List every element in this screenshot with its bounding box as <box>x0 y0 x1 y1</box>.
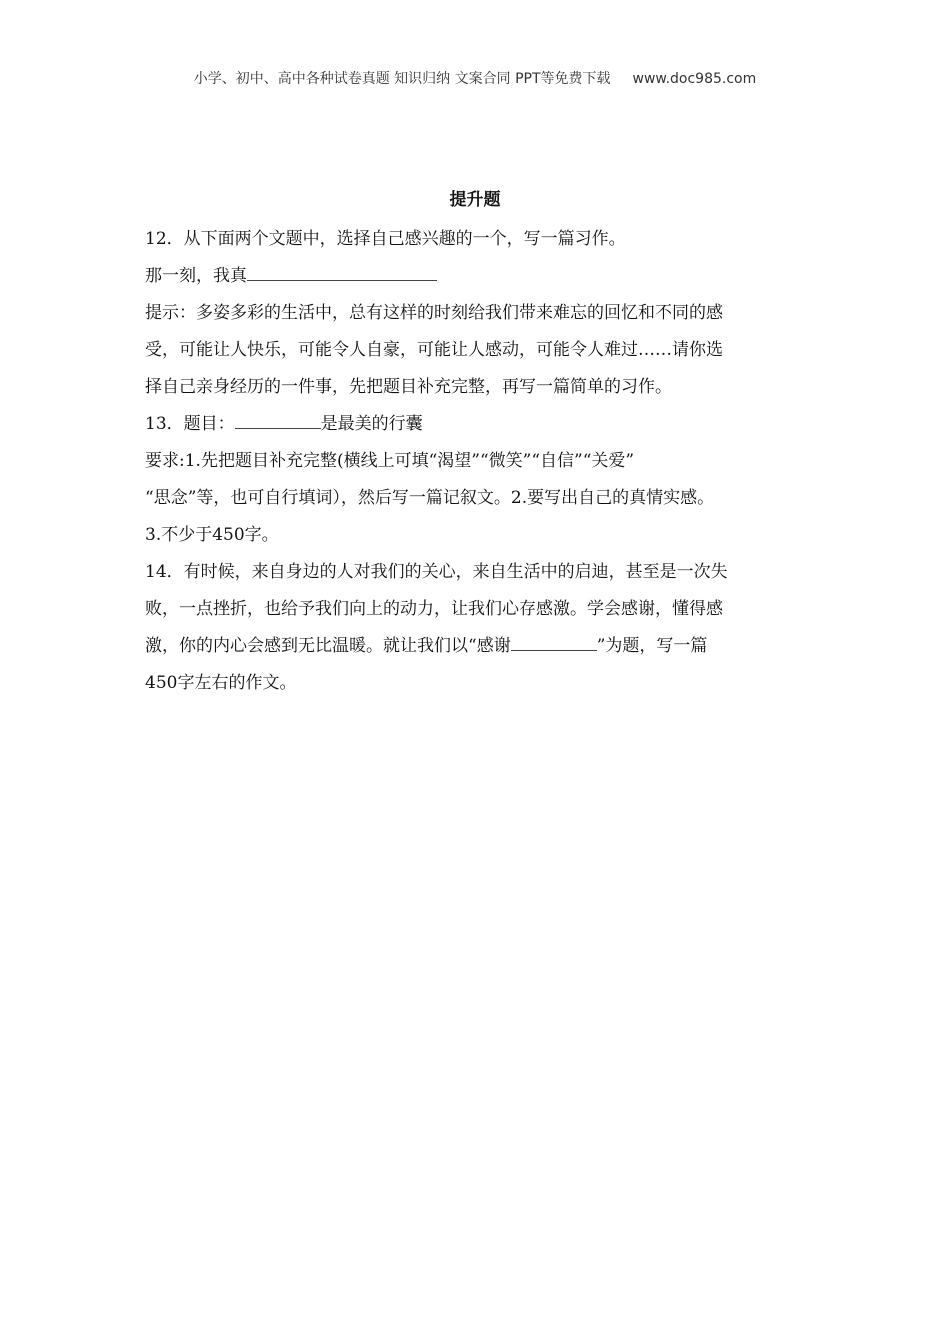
q14-topic-suffix: ”为题，写一篇 <box>596 636 708 656</box>
q14-topic-prefix: 激，你的内心会感到无比温暖。就让我们以“感谢 <box>145 636 511 656</box>
q12-hint-line: 提示：多姿多彩的生活中，总有这样的时刻给我们带来难忘的回忆和不同的感 <box>145 303 723 323</box>
q12-prompt: 12．从下面两个文题中，选择自己感兴趣的一个，写一篇习作。 <box>145 229 626 249</box>
q12-hint-line: 受，可能让人快乐，可能令人自豪，可能让人感动，可能令人难过……请你选 <box>145 340 723 360</box>
q12-topic-prefix: 那一刻，我真 <box>145 266 247 286</box>
q14-prompt-line: 14．有时候，来自身边的人对我们的关心，来自生活中的启迪，甚至是一次失 <box>145 562 728 582</box>
document-body <box>145 187 825 702</box>
q12-topic-blank[interactable] <box>247 279 437 281</box>
header-url[interactable]: www.doc985.com <box>632 71 757 87</box>
q12-hint-line: 择自己亲身经历的一件事，先把题目补充完整，再写一篇简单的习作。 <box>145 377 672 397</box>
q13-topic-suffix: 是最美的行囊 <box>320 414 423 434</box>
header-text: 小学、初中、高中各种试卷真题 知识归纳 文案合同 PPT等免费下载 <box>193 71 611 87</box>
q14-topic-line <box>145 628 825 665</box>
q13-requirement-line: 3.不少于450字。 <box>145 525 279 545</box>
q14-prompt-line: 败，一点挫折，也给予我们向上的动力，让我们心存感激。学会感谢，懂得感 <box>145 599 723 619</box>
q13-topic-blank[interactable] <box>235 427 321 429</box>
q13-requirement-line: 要求:1.先把题目补充完整(横线上可填“渴望”“微笑”“自信”“关爱” <box>145 451 635 471</box>
q12-topic <box>145 258 825 295</box>
q14-prompt-line: 450字左右的作文。 <box>145 673 297 693</box>
q13-requirement-line: “思念”等，也可自行填词），然后写一篇记叙文。2.要写出自己的真情实感。 <box>145 488 715 508</box>
q13-topic <box>145 406 825 443</box>
q14-topic-blank[interactable] <box>511 649 597 651</box>
page-header <box>0 68 950 88</box>
q13-topic-prefix: 13．题目： <box>145 414 235 434</box>
section-title: 提升题 <box>449 190 501 210</box>
